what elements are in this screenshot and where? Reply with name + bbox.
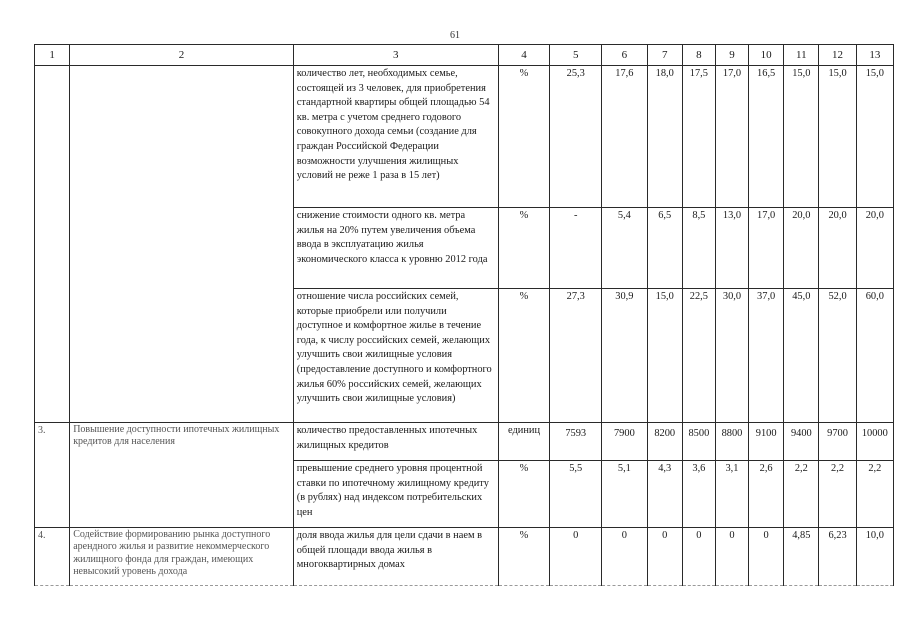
value-cell: 0 [682, 528, 715, 586]
indicator-cell: отношение числа российских семей, которые приобрели или получили доступное и комфортное жилье в течение года, к числу российских семей, желающих улучшить свои жилищные условия (предоставление доступного и комфортного жилья 60% российских семей, желающих улучшить свои жилищные условия) [293, 289, 498, 423]
indicator-cell: снижение стоимости одного кв. метра жилья на 20% путем увеличения объема ввода в эксплуатацию жилья экономического класса к уровню 2012 года [293, 208, 498, 289]
row-number: 3. [35, 423, 70, 528]
value-cell: 5,4 [602, 208, 648, 289]
unit-cell: единиц [498, 423, 550, 461]
column-header-1: 1 [35, 45, 70, 66]
value-cell: 15,0 [647, 289, 682, 423]
header-row [35, 45, 894, 66]
column-header-13: 13 [856, 45, 893, 66]
value-cell: 2,6 [749, 461, 784, 528]
value-cell: 8,5 [682, 208, 715, 289]
unit-cell: % [498, 289, 550, 423]
value-cell: 5,1 [602, 461, 648, 528]
value-cell: 6,5 [647, 208, 682, 289]
row-number: 4. [35, 528, 70, 586]
column-header-4: 4 [498, 45, 550, 66]
value-cell: 2,2 [819, 461, 856, 528]
value-cell: 6,23 [819, 528, 856, 586]
value-cell: 20,0 [856, 208, 893, 289]
value-cell: 22,5 [682, 289, 715, 423]
value-cell: 8800 [715, 423, 748, 461]
value-cell: 17,6 [602, 66, 648, 208]
value-cell: 37,0 [749, 289, 784, 423]
value-cell: 18,0 [647, 66, 682, 208]
value-cell: 4,85 [784, 528, 819, 586]
value-cell: 9400 [784, 423, 819, 461]
value-cell: 5,5 [550, 461, 602, 528]
value-cell: - [550, 208, 602, 289]
column-header-8: 8 [682, 45, 715, 66]
value-cell: 20,0 [784, 208, 819, 289]
value-cell: 20,0 [819, 208, 856, 289]
column-header-10: 10 [749, 45, 784, 66]
value-cell: 7593 [550, 423, 602, 461]
column-header-9: 9 [715, 45, 748, 66]
value-cell: 52,0 [819, 289, 856, 423]
value-cell: 60,0 [856, 289, 893, 423]
column-header-2: 2 [70, 45, 294, 66]
task-cell: Содействие формированию рынка доступного арендного жилья и развитие некоммерческого жилищного фонда для граждан, имеющих невысокий уровень дохода [70, 528, 294, 586]
indicator-cell: количество лет, необходимых семье, состоящей из 3 человек, для приобретения стандартной квартиры общей площадью 54 кв. метра с учетом среднего годового совокупного дохода семьи (создание для граждан Российской Федерации возможности улучшения жилищных условий не реже 1 раза в 15 лет) [293, 66, 498, 208]
value-cell: 9700 [819, 423, 856, 461]
value-cell: 0 [715, 528, 748, 586]
value-cell: 30,9 [602, 289, 648, 423]
value-cell: 25,3 [550, 66, 602, 208]
value-cell: 16,5 [749, 66, 784, 208]
table-row [35, 528, 894, 586]
value-cell: 27,3 [550, 289, 602, 423]
value-cell: 3,1 [715, 461, 748, 528]
value-cell: 9100 [749, 423, 784, 461]
indicator-cell: превышение среднего уровня процентной ставки по ипотечному жилищному кредиту (в рублях) над индексом потребительских цен [293, 461, 498, 528]
task-cell: Повышение доступности ипотечных жилищных кредитов для населения [70, 423, 294, 528]
value-cell: 15,0 [784, 66, 819, 208]
table-row [35, 423, 894, 461]
value-cell: 17,0 [749, 208, 784, 289]
value-cell: 17,0 [715, 66, 748, 208]
unit-cell: % [498, 528, 550, 586]
table-row [35, 66, 894, 208]
value-cell: 10000 [856, 423, 893, 461]
value-cell: 3,6 [682, 461, 715, 528]
value-cell: 0 [749, 528, 784, 586]
value-cell: 0 [647, 528, 682, 586]
value-cell: 8500 [682, 423, 715, 461]
value-cell: 45,0 [784, 289, 819, 423]
indicator-cell: количество предоставленных ипотечных жилищных кредитов [293, 423, 498, 461]
value-cell: 17,5 [682, 66, 715, 208]
indicator-cell: доля ввода жилья для цели сдачи в наем в общей площади ввода жилья в многоквартирных домах [293, 528, 498, 586]
unit-cell: % [498, 461, 550, 528]
value-cell: 7900 [602, 423, 648, 461]
value-cell: 15,0 [819, 66, 856, 208]
row-number [35, 66, 70, 423]
value-cell: 15,0 [856, 66, 893, 208]
value-cell: 4,3 [647, 461, 682, 528]
column-header-3: 3 [293, 45, 498, 66]
column-header-11: 11 [784, 45, 819, 66]
value-cell: 10,0 [856, 528, 893, 586]
table-body [35, 45, 894, 586]
task-cell [70, 66, 294, 423]
value-cell: 13,0 [715, 208, 748, 289]
indicator-table [34, 44, 894, 586]
value-cell: 2,2 [856, 461, 893, 528]
page-number: 61 [450, 30, 460, 41]
value-cell: 0 [602, 528, 648, 586]
column-header-7: 7 [647, 45, 682, 66]
value-cell: 30,0 [715, 289, 748, 423]
value-cell: 8200 [647, 423, 682, 461]
column-header-6: 6 [602, 45, 648, 66]
column-header-5: 5 [550, 45, 602, 66]
value-cell: 0 [550, 528, 602, 586]
unit-cell: % [498, 208, 550, 289]
unit-cell: % [498, 66, 550, 208]
column-header-12: 12 [819, 45, 856, 66]
value-cell: 2,2 [784, 461, 819, 528]
